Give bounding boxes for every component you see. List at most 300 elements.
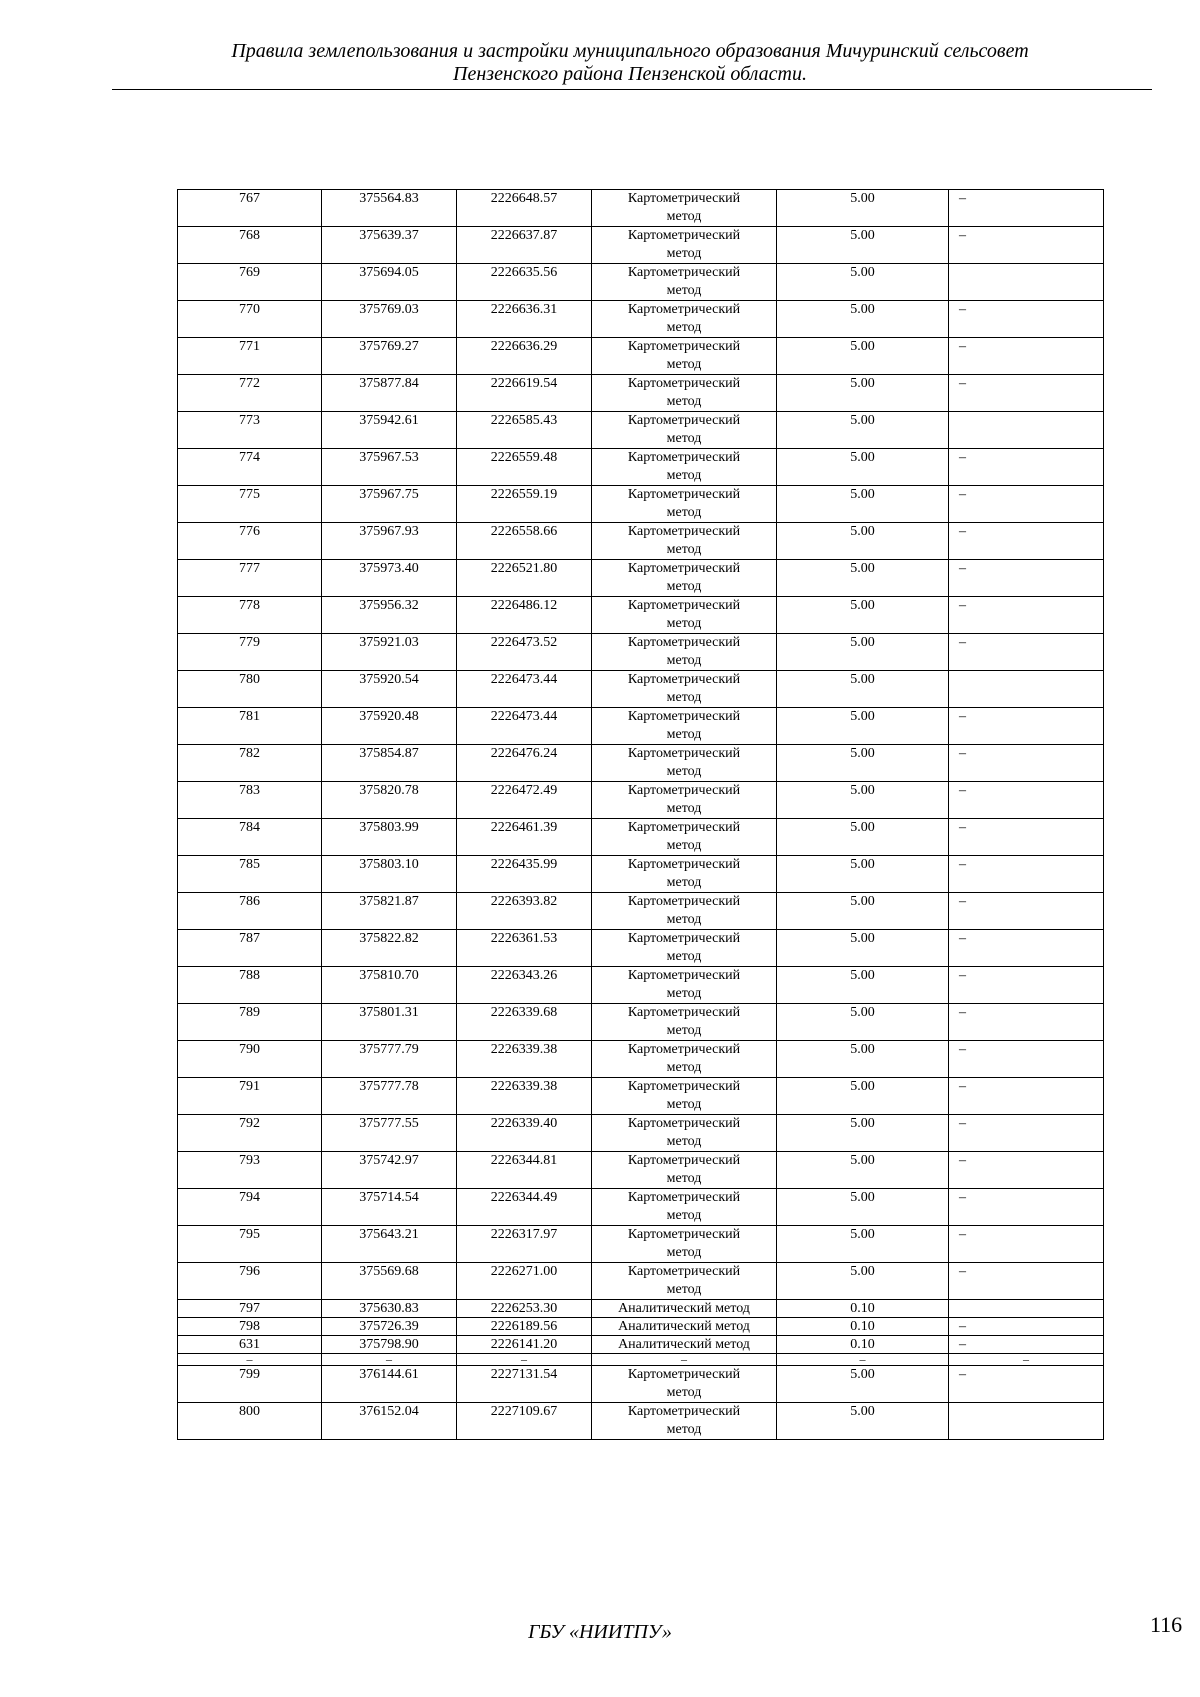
accuracy-cell: 0.10 — [777, 1336, 949, 1354]
accuracy-cell: 5.00 — [777, 1366, 949, 1403]
accuracy-cell: 5.00 — [777, 930, 949, 967]
accuracy-cell: 5.00 — [777, 412, 949, 449]
y-coordinate-cell: 2226361.53 — [457, 930, 592, 967]
page-number: 116 — [1150, 1612, 1183, 1637]
method-text: метод — [666, 357, 702, 372]
table-row — [178, 893, 1104, 930]
x-coordinate-cell: 376144.61 — [322, 1366, 457, 1403]
accuracy-cell: 5.00 — [777, 1403, 949, 1440]
point-number-cell: 769 — [178, 264, 322, 301]
x-coordinate-cell: 375877.84 — [322, 375, 457, 412]
running-header — [110, 40, 1150, 86]
y-coordinate-cell: – — [457, 1354, 592, 1366]
method-text: Картометрический — [627, 1005, 741, 1020]
method-text: Аналитический метод — [618, 1301, 750, 1316]
method-cell — [592, 745, 777, 782]
accuracy-cell: 5.00 — [777, 523, 949, 560]
table-row — [178, 671, 1104, 708]
y-coordinate-cell: 2226619.54 — [457, 375, 592, 412]
point-number-cell: 773 — [178, 412, 322, 449]
accuracy-cell: 5.00 — [777, 893, 949, 930]
method-cell — [592, 634, 777, 671]
method-text: – — [681, 1352, 687, 1366]
point-number-cell: 783 — [178, 782, 322, 819]
description-cell: – — [949, 634, 1104, 671]
description-cell: – — [949, 1318, 1104, 1336]
description-cell: – — [949, 375, 1104, 412]
description-cell — [949, 1403, 1104, 1440]
method-text: Картометрический — [627, 228, 741, 243]
description-cell: – — [949, 597, 1104, 634]
description-cell — [949, 264, 1104, 301]
method-text: метод — [666, 1208, 702, 1223]
method-text: Картометрический — [627, 709, 741, 724]
method-text: метод — [666, 246, 702, 261]
accuracy-cell: 5.00 — [777, 856, 949, 893]
method-text: метод — [666, 801, 702, 816]
table-row — [178, 1403, 1104, 1440]
description-cell: – — [949, 1152, 1104, 1189]
method-text: метод — [666, 653, 702, 668]
point-number-cell: 800 — [178, 1403, 322, 1440]
description-cell: – — [949, 708, 1104, 745]
accuracy-cell: 5.00 — [777, 782, 949, 819]
y-coordinate-cell: 2226648.57 — [457, 190, 592, 227]
description-cell: – — [949, 449, 1104, 486]
description-cell: – — [949, 930, 1104, 967]
method-text: Картометрический — [627, 598, 741, 613]
y-coordinate-cell: 2226343.26 — [457, 967, 592, 1004]
header-line-1: Правила землепользования и застройки муниципального образования Мичуринский сельсовет — [231, 40, 1029, 62]
method-text: метод — [666, 616, 702, 631]
table-row — [178, 1041, 1104, 1078]
x-coordinate-cell: 375810.70 — [322, 967, 457, 1004]
table-row — [178, 1336, 1104, 1354]
method-text: метод — [666, 283, 702, 298]
accuracy-cell: 0.10 — [777, 1300, 949, 1318]
point-number-cell: 772 — [178, 375, 322, 412]
x-coordinate-cell: 375801.31 — [322, 1004, 457, 1041]
x-coordinate-cell: 375726.39 — [322, 1318, 457, 1336]
table-row — [178, 264, 1104, 301]
method-cell — [592, 1403, 777, 1440]
table-row — [178, 227, 1104, 264]
point-number-cell: 790 — [178, 1041, 322, 1078]
method-cell — [592, 486, 777, 523]
method-text: Картометрический — [627, 1153, 741, 1168]
method-cell — [592, 819, 777, 856]
method-cell — [592, 671, 777, 708]
method-cell — [592, 1366, 777, 1403]
method-text: Картометрический — [627, 561, 741, 576]
point-number-cell: 775 — [178, 486, 322, 523]
x-coordinate-cell: 375821.87 — [322, 893, 457, 930]
table-row — [178, 1300, 1104, 1318]
method-cell — [592, 560, 777, 597]
accuracy-cell: 5.00 — [777, 1078, 949, 1115]
table-row — [178, 1152, 1104, 1189]
table-row — [178, 449, 1104, 486]
accuracy-cell: 5.00 — [777, 560, 949, 597]
x-coordinate-cell: 375714.54 — [322, 1189, 457, 1226]
table-row — [178, 856, 1104, 893]
x-coordinate-cell: 375564.83 — [322, 190, 457, 227]
x-coordinate-cell: 375920.54 — [322, 671, 457, 708]
method-text: метод — [666, 875, 702, 890]
accuracy-cell: 0.10 — [777, 1318, 949, 1336]
method-text: Картометрический — [627, 1116, 741, 1131]
method-text: метод — [666, 542, 702, 557]
method-cell — [592, 338, 777, 375]
method-text: Картометрический — [627, 1227, 741, 1242]
point-number-cell: 779 — [178, 634, 322, 671]
method-cell — [592, 1078, 777, 1115]
method-cell — [592, 375, 777, 412]
x-coordinate-cell: 375803.10 — [322, 856, 457, 893]
accuracy-cell: – — [777, 1354, 949, 1366]
point-number-cell: 784 — [178, 819, 322, 856]
y-coordinate-cell: 2227131.54 — [457, 1366, 592, 1403]
method-text: метод — [666, 1422, 702, 1437]
point-number-cell: 767 — [178, 190, 322, 227]
method-text: Картометрический — [627, 746, 741, 761]
method-cell — [592, 1336, 777, 1354]
table-row — [178, 967, 1104, 1004]
x-coordinate-cell: 375742.97 — [322, 1152, 457, 1189]
description-cell: – — [949, 523, 1104, 560]
method-text: метод — [666, 912, 702, 927]
description-cell: – — [949, 782, 1104, 819]
method-cell — [592, 597, 777, 634]
method-text: метод — [666, 394, 702, 409]
method-text: Картометрический — [627, 820, 741, 835]
method-cell — [592, 1115, 777, 1152]
table-row — [178, 819, 1104, 856]
description-cell: – — [949, 1041, 1104, 1078]
description-cell — [949, 671, 1104, 708]
method-cell — [592, 1152, 777, 1189]
accuracy-cell: 5.00 — [777, 634, 949, 671]
accuracy-cell: 5.00 — [777, 1189, 949, 1226]
description-cell: – — [949, 190, 1104, 227]
method-text: Картометрический — [627, 191, 741, 206]
table-row — [178, 1189, 1104, 1226]
description-cell: – — [949, 1226, 1104, 1263]
table-row — [178, 930, 1104, 967]
method-text: Картометрический — [627, 339, 741, 354]
header-line-2: Пензенского района Пензенской области. — [453, 63, 807, 85]
table-row — [178, 190, 1104, 227]
accuracy-cell: 5.00 — [777, 1226, 949, 1263]
accuracy-cell: 5.00 — [777, 1115, 949, 1152]
description-cell: – — [949, 745, 1104, 782]
x-coordinate-cell: 375769.27 — [322, 338, 457, 375]
method-text: Картометрический — [627, 635, 741, 650]
accuracy-cell: 5.00 — [777, 264, 949, 301]
y-coordinate-cell: 2226486.12 — [457, 597, 592, 634]
table-row — [178, 1078, 1104, 1115]
x-coordinate-cell: 375920.48 — [322, 708, 457, 745]
y-coordinate-cell: 2226559.48 — [457, 449, 592, 486]
method-text: метод — [666, 764, 702, 779]
footer-organization: ГБУ «НИИТПУ» — [528, 1621, 672, 1643]
accuracy-cell: 5.00 — [777, 1263, 949, 1300]
point-number-cell: 797 — [178, 1300, 322, 1318]
method-text: метод — [666, 949, 702, 964]
method-text: Картометрический — [627, 783, 741, 798]
point-number-cell: 794 — [178, 1189, 322, 1226]
x-coordinate-cell: 375967.93 — [322, 523, 457, 560]
x-coordinate-cell: 375639.37 — [322, 227, 457, 264]
method-cell — [592, 1189, 777, 1226]
method-text: Картометрический — [627, 302, 741, 317]
accuracy-cell: 5.00 — [777, 819, 949, 856]
method-text: Картометрический — [627, 1264, 741, 1279]
coordinates-table — [177, 189, 1104, 1440]
point-number-cell: 793 — [178, 1152, 322, 1189]
description-cell: – — [949, 967, 1104, 1004]
method-cell — [592, 1041, 777, 1078]
method-text: метод — [666, 986, 702, 1001]
method-cell — [592, 930, 777, 967]
method-text: Картометрический — [627, 1079, 741, 1094]
table-row — [178, 782, 1104, 819]
accuracy-cell: 5.00 — [777, 227, 949, 264]
table-row — [178, 597, 1104, 634]
method-cell — [592, 190, 777, 227]
y-coordinate-cell: 2226141.20 — [457, 1336, 592, 1354]
y-coordinate-cell: 2226189.56 — [457, 1318, 592, 1336]
y-coordinate-cell: 2226473.44 — [457, 671, 592, 708]
point-number-cell: 631 — [178, 1336, 322, 1354]
table-row — [178, 338, 1104, 375]
x-coordinate-cell: 375777.78 — [322, 1078, 457, 1115]
x-coordinate-cell: 375803.99 — [322, 819, 457, 856]
description-cell: – — [949, 1189, 1104, 1226]
method-text: метод — [666, 1282, 702, 1297]
point-number-cell: 781 — [178, 708, 322, 745]
method-text: метод — [666, 209, 702, 224]
description-cell: – — [949, 486, 1104, 523]
point-number-cell: 792 — [178, 1115, 322, 1152]
method-text: метод — [666, 1060, 702, 1075]
y-coordinate-cell: 2226344.81 — [457, 1152, 592, 1189]
method-cell — [592, 523, 777, 560]
method-cell — [592, 1226, 777, 1263]
method-text: метод — [666, 468, 702, 483]
y-coordinate-cell: 2226636.31 — [457, 301, 592, 338]
table-row — [178, 486, 1104, 523]
table-row — [178, 1004, 1104, 1041]
description-cell — [949, 412, 1104, 449]
y-coordinate-cell: 2226461.39 — [457, 819, 592, 856]
method-text: метод — [666, 431, 702, 446]
x-coordinate-cell: 375777.79 — [322, 1041, 457, 1078]
point-number-cell: 768 — [178, 227, 322, 264]
method-text: метод — [666, 1023, 702, 1038]
point-number-cell: 796 — [178, 1263, 322, 1300]
table-row — [178, 745, 1104, 782]
method-cell — [592, 1004, 777, 1041]
accuracy-cell: 5.00 — [777, 1152, 949, 1189]
method-text: Картометрический — [627, 1404, 741, 1419]
point-number-cell: 771 — [178, 338, 322, 375]
method-text: метод — [666, 1097, 702, 1112]
accuracy-cell: 5.00 — [777, 190, 949, 227]
y-coordinate-cell: 2226435.99 — [457, 856, 592, 893]
method-cell — [592, 708, 777, 745]
method-cell — [592, 412, 777, 449]
y-coordinate-cell: 2226317.97 — [457, 1226, 592, 1263]
x-coordinate-cell: 375921.03 — [322, 634, 457, 671]
header-divider — [112, 89, 1152, 90]
table-row — [178, 708, 1104, 745]
description-cell: – — [949, 1004, 1104, 1041]
method-text: Картометрический — [627, 1190, 741, 1205]
method-text: Картометрический — [627, 672, 741, 687]
x-coordinate-cell: 375569.68 — [322, 1263, 457, 1300]
x-coordinate-cell: 376152.04 — [322, 1403, 457, 1440]
point-number-cell: – — [178, 1354, 322, 1366]
x-coordinate-cell: 375854.87 — [322, 745, 457, 782]
point-number-cell: 798 — [178, 1318, 322, 1336]
method-text: Картометрический — [627, 857, 741, 872]
y-coordinate-cell: 2226635.56 — [457, 264, 592, 301]
method-text: Картометрический — [627, 413, 741, 428]
accuracy-cell: 5.00 — [777, 486, 949, 523]
x-coordinate-cell: 375820.78 — [322, 782, 457, 819]
method-cell — [592, 1300, 777, 1318]
y-coordinate-cell: 2226472.49 — [457, 782, 592, 819]
x-coordinate-cell: 375822.82 — [322, 930, 457, 967]
y-coordinate-cell: 2226637.87 — [457, 227, 592, 264]
table-row — [178, 1115, 1104, 1152]
point-number-cell: 786 — [178, 893, 322, 930]
accuracy-cell: 5.00 — [777, 338, 949, 375]
description-cell: – — [949, 560, 1104, 597]
method-text: метод — [666, 1171, 702, 1186]
method-text: Картометрический — [627, 968, 741, 983]
y-coordinate-cell: 2226559.19 — [457, 486, 592, 523]
point-number-cell: 799 — [178, 1366, 322, 1403]
table-row — [178, 1226, 1104, 1263]
table-row — [178, 634, 1104, 671]
method-text: метод — [666, 579, 702, 594]
y-coordinate-cell: 2227109.67 — [457, 1403, 592, 1440]
description-cell: – — [949, 227, 1104, 264]
accuracy-cell: 5.00 — [777, 449, 949, 486]
method-text: Картометрический — [627, 931, 741, 946]
y-coordinate-cell: 2226476.24 — [457, 745, 592, 782]
table-row — [178, 1318, 1104, 1336]
accuracy-cell: 5.00 — [777, 301, 949, 338]
method-text: Картометрический — [627, 894, 741, 909]
method-text: Аналитический метод — [618, 1337, 750, 1352]
x-coordinate-cell: 375769.03 — [322, 301, 457, 338]
description-cell: – — [949, 1115, 1104, 1152]
method-text: метод — [666, 1385, 702, 1400]
y-coordinate-cell: 2226339.38 — [457, 1041, 592, 1078]
method-text: метод — [666, 838, 702, 853]
x-coordinate-cell: 375942.61 — [322, 412, 457, 449]
method-cell — [592, 449, 777, 486]
table-row — [178, 412, 1104, 449]
table-row — [178, 1354, 1104, 1366]
x-coordinate-cell: 375798.90 — [322, 1336, 457, 1354]
accuracy-cell: 5.00 — [777, 671, 949, 708]
point-number-cell: 777 — [178, 560, 322, 597]
x-coordinate-cell: 375967.53 — [322, 449, 457, 486]
point-number-cell: 780 — [178, 671, 322, 708]
table-row — [178, 523, 1104, 560]
description-cell: – — [949, 1336, 1104, 1354]
x-coordinate-cell: 375694.05 — [322, 264, 457, 301]
method-cell — [592, 893, 777, 930]
y-coordinate-cell: 2226558.66 — [457, 523, 592, 560]
method-cell — [592, 856, 777, 893]
accuracy-cell: 5.00 — [777, 708, 949, 745]
method-cell — [592, 1263, 777, 1300]
description-cell: – — [949, 893, 1104, 930]
point-number-cell: 785 — [178, 856, 322, 893]
y-coordinate-cell: 2226636.29 — [457, 338, 592, 375]
point-number-cell: 789 — [178, 1004, 322, 1041]
description-cell: – — [949, 1078, 1104, 1115]
y-coordinate-cell: 2226271.00 — [457, 1263, 592, 1300]
description-cell: – — [949, 301, 1104, 338]
method-text: Картометрический — [627, 487, 741, 502]
description-cell: – — [949, 1354, 1104, 1366]
x-coordinate-cell: 375973.40 — [322, 560, 457, 597]
method-text: метод — [666, 320, 702, 335]
point-number-cell: 782 — [178, 745, 322, 782]
method-cell — [592, 1354, 777, 1366]
method-cell — [592, 1318, 777, 1336]
y-coordinate-cell: 2226521.80 — [457, 560, 592, 597]
point-number-cell: 791 — [178, 1078, 322, 1115]
accuracy-cell: 5.00 — [777, 597, 949, 634]
method-cell — [592, 264, 777, 301]
method-text: Картометрический — [627, 524, 741, 539]
description-cell — [949, 1300, 1104, 1318]
y-coordinate-cell: 2226339.38 — [457, 1078, 592, 1115]
table-row — [178, 301, 1104, 338]
point-number-cell: 788 — [178, 967, 322, 1004]
x-coordinate-cell: 375956.32 — [322, 597, 457, 634]
y-coordinate-cell: 2226339.40 — [457, 1115, 592, 1152]
x-coordinate-cell: 375643.21 — [322, 1226, 457, 1263]
y-coordinate-cell: 2226585.43 — [457, 412, 592, 449]
method-text: метод — [666, 1245, 702, 1260]
y-coordinate-cell: 2226393.82 — [457, 893, 592, 930]
accuracy-cell: 5.00 — [777, 1004, 949, 1041]
point-number-cell: 787 — [178, 930, 322, 967]
coordinates-table-body — [178, 190, 1104, 1440]
x-coordinate-cell: 375967.75 — [322, 486, 457, 523]
method-text: метод — [666, 690, 702, 705]
method-text: Картометрический — [627, 450, 741, 465]
description-cell: – — [949, 856, 1104, 893]
y-coordinate-cell: 2226253.30 — [457, 1300, 592, 1318]
y-coordinate-cell: 2226473.52 — [457, 634, 592, 671]
point-number-cell: 795 — [178, 1226, 322, 1263]
x-coordinate-cell: 375630.83 — [322, 1300, 457, 1318]
table-row — [178, 1263, 1104, 1300]
table-row — [178, 560, 1104, 597]
description-cell: – — [949, 1263, 1104, 1300]
accuracy-cell: 5.00 — [777, 1041, 949, 1078]
method-cell — [592, 967, 777, 1004]
